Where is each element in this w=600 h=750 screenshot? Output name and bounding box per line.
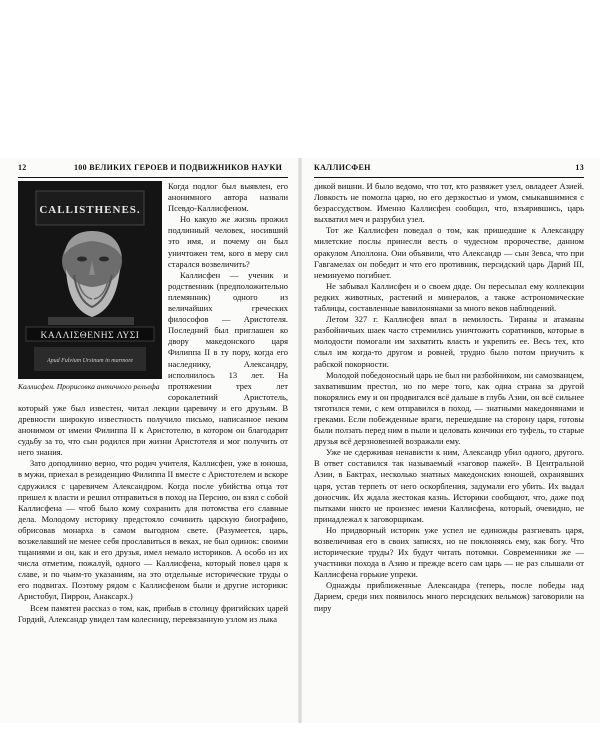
right-paragraph: Не забывал Каллисфен и о своем дяде. Он пересылал ему коллекции редких животных, растений и минералов, а также астрономические таблицы, составленные вавилонянами за много веков наблюдений. — [314, 280, 584, 314]
right-running-head — [314, 163, 584, 176]
relief-label-text: Apud Fulvium Ursinum in marmore — [46, 358, 134, 364]
right-page-number: 13 — [575, 163, 584, 172]
right-paragraph: дикой вишни. И было ведомо, что тот, кто развяжет узел, овладеет Азией. Ловкость не помогла царю, но его дерзкостью и умом, смыкавшимися с безрассудством. Именно Каллисфен сообщил, что, взъярившись, царь выхватил меч и разрубил узел. — [314, 181, 584, 225]
figure-caption: Каллисфен. Прорисовка античного рельефа — [18, 382, 160, 391]
left-header-rule — [18, 177, 288, 178]
left-paragraph: Зато доподлинно верно, что родич учителя, Каллисфен, уже в юноша, в мужи, приехал в резиденцию Филиппа II вместе с Аристотелем и вскоре сдружился с царевичем Александром. Когда после убийства отца тот пришел к власти и решил отправиться в поход на Персию, он взял с собой Каллисфена — чтоб было кому сохранить для потомства его славные дела. Молодому историку предстояло сочинить царскую биографию, обрисовав монарха в самом выгодном свете. (Разумеется, царь, возжелавший не менее себя прославиться в веках, не был одинок: своими тщаниями и он, как и его друзья, имел немало историков. А особо из их числа отметим, пожалуй, одного — Каллисфена, который повел царя к славе, и по чьим-то указаниям, на это отдельные исторические труды о его подвигах. Поэтому рядом с Каллисфеном были и другие историки: Аристобул, Пиррон, Анаксарх.) — [18, 458, 288, 602]
left-running-title: 100 ВЕЛИКИХ ГЕРОЕВ И ПОДВИЖНИКОВ НАУКИ — [74, 163, 283, 172]
right-paragraph: Но придворный историк уже успел не единожды разгневать царя, возвеличивая его в своих записях, но не поклоняясь ему, как богу. Что исторические труды? Их будут читать потомки. Современники же — участники похода в Азию и прежде всего сам царь — не раз слышали от Каллисфена горькие упреки. — [314, 524, 584, 580]
right-body-text — [314, 181, 584, 614]
relief-image — [18, 181, 162, 379]
left-paragraph: Но какую же жизнь прожил подлинный человек, носивший это имя, и почему он был уничтожен тем, кого в меру сил старался возвеличить? — [168, 214, 288, 269]
relief-band-text: ΚΑΛΛΙΣΘΕΝΗΣ ΛΥΣΙ — [40, 331, 140, 341]
left-paragraph: Когда подлог был выявлен, его анонимного автора назвали Псевдо-Каллисфеном. — [168, 181, 288, 214]
left-paragraph: Каллисфен — ученик и родственник (предположительно племянник) одного из величайших греческих философов — Аристотеля. Последний был приглашен ко двору македонского царя Филиппа II в ту пору, когда его наследнику, Александру, исполнилось 13 лет. На протяжении трех лет сорокалетний Аристотель, который уже был известен, читал лекции царевичу и его друзьям. В древности широкую известность получило письмо, написанное неким анонимом от имени Филиппа II к Аристотелю, в котором он благодарит судьбу за то, что сын родился при жизни Аристотеля и мог получить от него знания. — [18, 269, 288, 458]
left-page-number: 12 — [18, 163, 27, 172]
right-page — [314, 163, 584, 718]
right-header-rule — [314, 177, 584, 178]
right-paragraph: Уже не сдерживая ненависти к ним, Александр убил одного, другого. В ответ составился так называемый «заговор пажей». В Центральной Азии, в Бактрах, несколько знатных македонских юношей, охранявших царя, устав терпеть от него оскорбления, задумали его убить. Их выдал доносчик. Их ждала жестокая казнь. Историки сообщают, что, даже под пытками никто не произнес имени Каллисфена, который, очевидно, не принадлежал к заговорщикам. — [314, 447, 584, 524]
left-running-head — [18, 163, 288, 176]
right-paragraph: Молодой победоносный царь не был ни разбойником, ни самозванцем, захватившим престол, но по мере того, как одна страна за другой покорялись ему и он продвигался всё дальше в глубь Азии, он всё сильнее тяготился теми, с кем отправился в поход, — знатными македонянами и греками. Если побежденные враги, перешедшие на сторону царя, готовы были ползать перед ним в пыли и целовать кончики его туфель, то старые друзья всё дерзновенней возражали ему. — [314, 369, 584, 447]
relief-drawing — [18, 181, 162, 379]
right-paragraph: Однажды приближенные Александра (теперь, после победы над Дарием, среди них появилось много персидских вельмож) заговорили на пиру — [314, 580, 584, 613]
relief-figure — [18, 181, 162, 395]
right-paragraph: Тот же Каллисфен поведал о том, как пришедшие к Александру милетские послы принесли весть о чудесном пророчестве, данном оракулом Аполлона. Они объявили, что Александр — сын Зевса, что при Гавгамелах он победит и что его противник, персидский царь Дарий III, неминуемо погибнет. — [314, 225, 584, 280]
book-gutter — [298, 158, 302, 723]
right-running-title: КАЛЛИСФЕН — [314, 163, 371, 172]
left-body-text — [18, 181, 288, 625]
left-page — [18, 163, 288, 718]
right-paragraph: Летом 327 г. Каллисфен впал в немилость. Тираны и атаманы разбойничьих шаек часто стремились уничтожить соратников, которые в молодости помогали им захватить власть и укрепить ее. Весь тех, кто слыл им когда-то другом и ровней, трудно было потом приучить к рабской покорности. — [314, 314, 584, 369]
left-paragraph: Всем памятен рассказ о том, как, прибыв в столицу фригийских царей Гордий, Александр увидел там колесницу, перевязанную узлом из лыка — [18, 602, 288, 624]
relief-top-text: CALLISTHENES. — [39, 204, 141, 216]
